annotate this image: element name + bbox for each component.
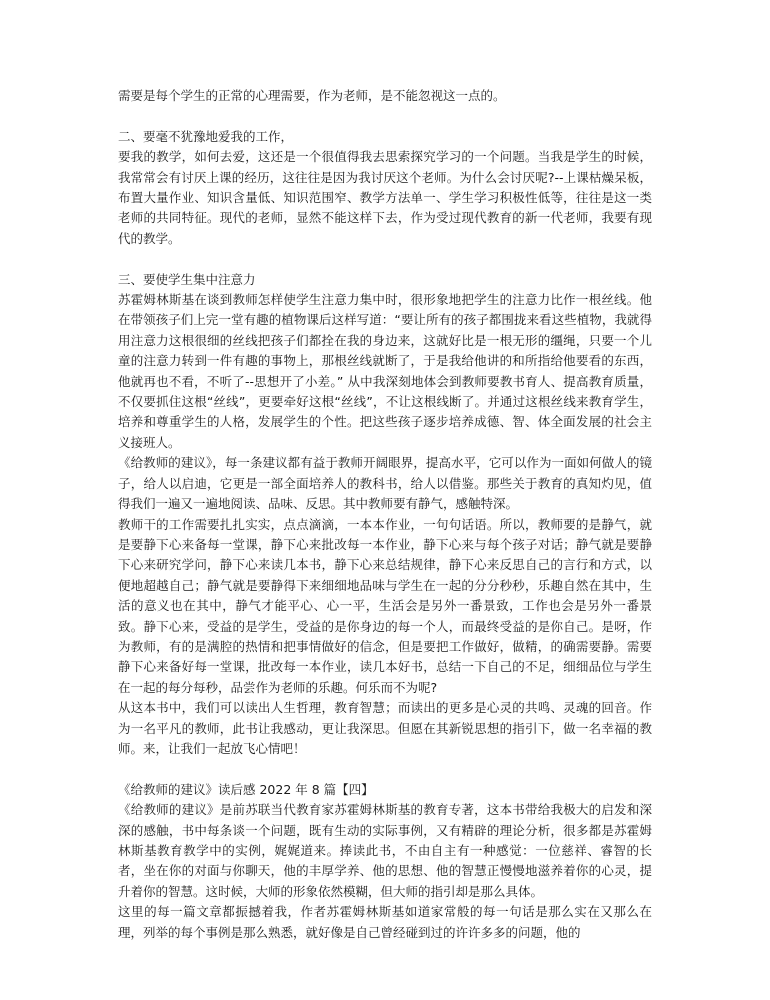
paragraph: 要我的教学，如何去爱，这还是一个很值得我去思索探究学习的一个问题。当我是学生的时候，我常常会有讨厌上课的经历，这往往是因为我讨厌这个老师。为什么会讨厌呢?--上课枯燥呆板，布置大量作业、知识含量低、知识范围窄、教学方法单一、学生学习积极性低等，往往是这一类老师的共同特征。现代的老师，显然不能这样下去，作为受过现代教育的新一代老师，我要有现代的教学。 <box>118 149 652 246</box>
paragraph: 《给教师的建议》是前苏联当代教育家苏霍姆林斯基的教育专著，这本书带给我极大的启发和深深的感触，书中每条谈一个问题，既有生动的实际事例，又有精辟的理论分析，很多都是苏霍姆林斯基教育教学中的实例，娓娓道来。捧读此书，不由自主有一种感觉：一位慈祥、睿智的长者，坐在你的对面与你聊天，他的丰厚学养、他的思想、他的智慧正慢慢地滋养着你的心灵，提升着你的智慧。这时候，大师的形象依然模糊，但大师的指引却是那么具体。 <box>118 802 652 899</box>
blank-line <box>118 106 652 126</box>
document-body <box>118 86 652 943</box>
article-title: 《给教师的建议》读后感 2022 年 8 篇【四】 <box>118 781 374 797</box>
paragraph: 这里的每一篇文章都振撼着我，作者苏霍姆林斯基如道家常般的每一句话是那么实在又那么在理，列举的每个事例是那么熟悉，就好像是自己曾经碰到过的许许多多的问题，他的 <box>118 904 652 940</box>
blank-line <box>118 249 652 269</box>
section-heading: 三、要使学生集中注意力 <box>118 271 256 287</box>
paragraph: 从这本书中，我们可以读出人生哲理，教育智慧；而读出的更多是心灵的共鸣、灵魂的回音。作为一名平凡的教师，此书让我感动，更让我深思。但愿在其新锐思想的指引下，做一名幸福的教师。来，让我们一起放飞心情吧！ <box>118 700 652 756</box>
paragraph: 《给教师的建议》，每一条建议都有益于教师开阔眼界，提高水平，它可以作为一面如何做人的镜子，给人以启迪，它更是一部全面培养人的教科书，给人以借鉴。那些关于教育的真知灼见，值得我们一遍又一遍地阅读、品味、反思。其中教师要有静气，感触特深。 <box>118 455 652 512</box>
section-heading: 二、要毫不犹豫地爱我的工作， <box>118 128 294 144</box>
paragraph: 苏霍姆林斯基在谈到教师怎样使学生注意力集中时，很形象地把学生的注意力比作一根丝线。他在带领孩子们上完一堂有趣的植物课后这样写道：“要让所有的孩子都围拢来看这些植物，我就得用注意力这根很细的丝线把孩子们都拴在我的身边来，这就好比是一根无形的缰绳，只要一个儿童的注意力转到一件有趣的事物上，那根丝线就断了，于是我给他讲的和所指给他要看的东西，他就再也不看，不听了--思想开了小差。” 从中我深刻地体会到教师要教书育人、提高教育质量，不仅要抓住这根“丝线”，更要牵好这根“丝线”，不让这根线断了。并通过这根丝线来教育学生，培养和尊重学生的人格，发展学生的个性。把这些孩子逐步培养成德、智、体全面发展的社会主义接班人。 <box>118 292 652 450</box>
blank-line <box>118 759 652 779</box>
paragraph: 需要是每个学生的正常的心理需要，作为老师，是不能忽视这一点的。 <box>118 88 506 103</box>
paragraph: 教师干的工作需要扎扎实实，点点滴滴，一本本作业，一句句话语。所以，教师要的是静气，就是要静下心来备每一堂课，静下心来批改每一本作业，静下心来与每个孩子对话；静气就是要静下心来研究学问，静下心来读几本书，静下心来总结规律，静下心来反思自己的言行和方式，以便地超越自己；静气就是要静得下来细细地品味与学生在一起的分分秒秒，乐趣自然在其中，生活的意义也在其中，静气才能平心、心一平，生活会是另外一番景致，工作也会是另外一番景致。静下心来，受益的是学生，受益的是你身边的每一个人，而最终受益的是你自己。是呀，作为教师，有的是满腔的热情和把事情做好的信念，但是要把工作做好，做精，的确需要静。需要静下心来备好每一堂课，批改每一本作业，读几本好书，总结一下自己的不足，细细品位与学生在一起的每分每秒，品尝作为老师的乐趣。何乐而不为呢? <box>118 516 652 695</box>
